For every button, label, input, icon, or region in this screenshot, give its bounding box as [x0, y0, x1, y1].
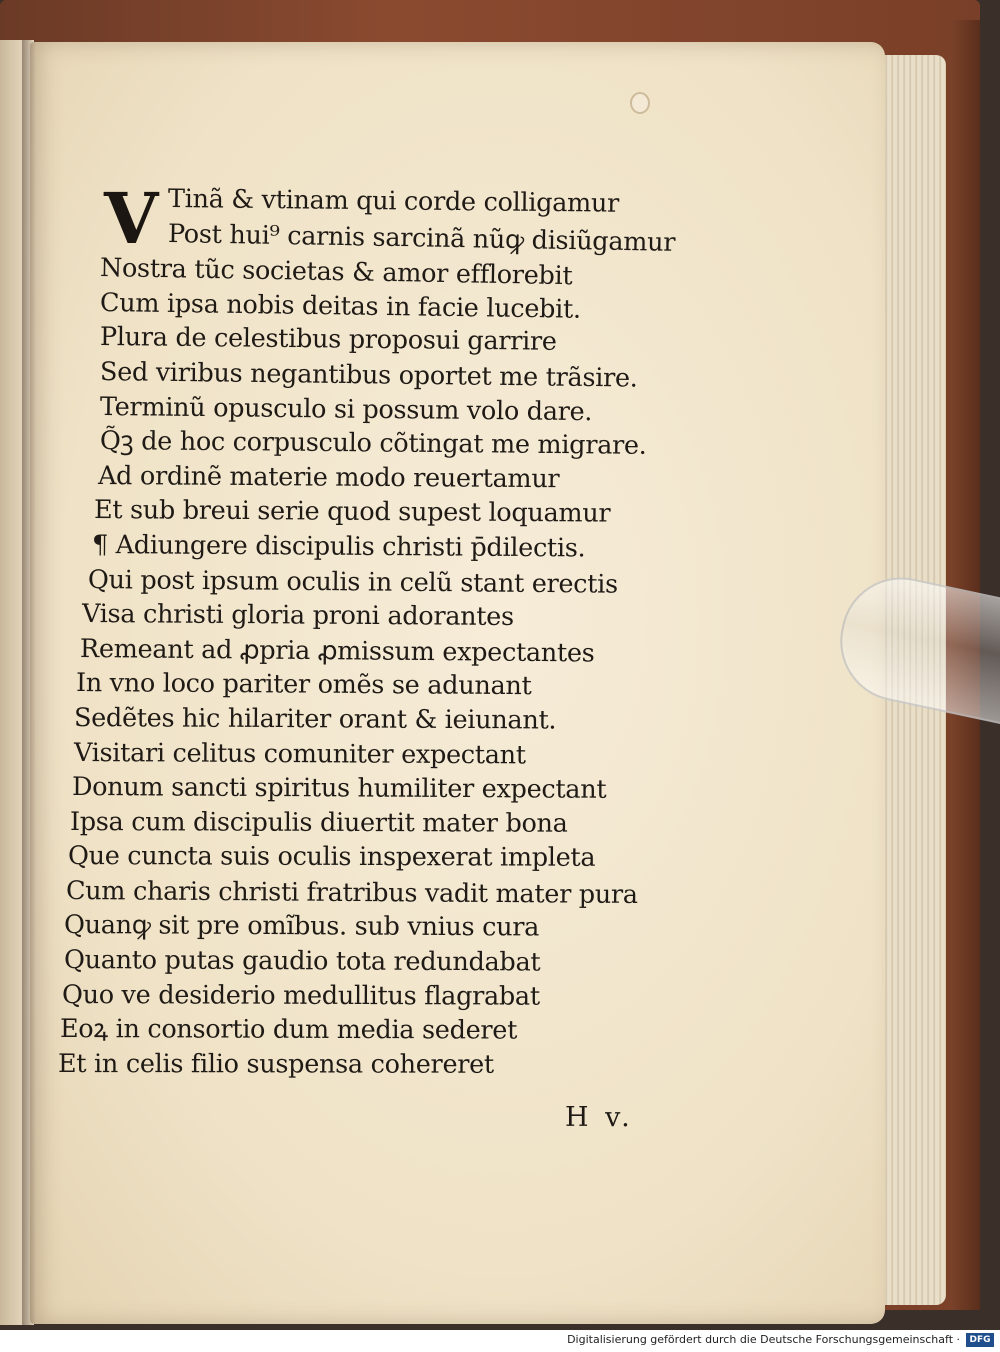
text-line: Donum sancti spiritus humiliter expectant [71, 772, 607, 805]
text-line: Et sub breui serie quod supest loquamur [93, 495, 611, 529]
text-line: Et in celis filio suspensa cohereret [57, 1048, 494, 1080]
gutter-shadow [22, 40, 36, 1325]
text-line: Qui post ipsum oculis in celũ stant erectis [87, 564, 618, 600]
text-line: Terminũ opusculo si possum volo dare. [99, 391, 593, 427]
dfg-logo-icon: DFG [966, 1333, 994, 1347]
printed-text-block [57, 177, 758, 1081]
text-line: Post hui⁹ carnis sarcinã nũꝙ disiũgamur [167, 218, 676, 258]
text-line: Eoꝝ in consortio dum media sederet [59, 1014, 518, 1046]
text-line: Quanto putas gaudio tota redundabat [63, 945, 541, 978]
signature-mark: H v. [565, 1102, 634, 1133]
text-line: ¶ Adiungere discipulis christi p̄dilectis. [91, 529, 586, 564]
decorated-initial: V [104, 177, 159, 260]
text-line: Remeant ad ꝓpria ꝓmissum expectantes [79, 633, 595, 669]
text-line: Visa christi gloria proni adorantes [81, 599, 514, 633]
text-line: Visitari celitus comuniter expectant [73, 737, 526, 770]
text-line: Cum charis christi fratribus vadit mater pura [65, 875, 638, 910]
text-line: Q̃ꝫ de hoc corpusculo cõtingat me migrare. [99, 426, 647, 461]
page-hole [630, 92, 650, 114]
text-line: Quo ve desiderio medullitus flagrabat [61, 979, 540, 1012]
text-line: Sed viribus negantibus oportet me trãsire. [99, 356, 638, 394]
text-line: Sedẽtes hic hilariter orant & ieiunant. [73, 702, 557, 736]
text-line: Que cuncta suis oculis inspexerat impleta [67, 841, 596, 874]
text-line: Tinã & vtinam qui corde colligamur [167, 184, 620, 219]
text-line: Quanꝙ sit pre omĩbus. sub vnius cura [63, 910, 540, 943]
text-line: Ad ordinẽ materie modo reuertamur [97, 460, 560, 494]
text-line: In vno loco pariter omẽs se adunant [75, 668, 532, 702]
text-line: Nostra tũc societas & amor efflorebit [99, 253, 573, 292]
text-line: Ipsa cum discipulis diuertit mater bona [69, 806, 568, 839]
text-line: Cum ipsa nobis deitas in facie lucebit. [99, 287, 581, 325]
dfg-credit: Digitalisierung gefördert durch die Deutsche Forschungsgemeinschaft · [567, 1333, 960, 1346]
text-line: Plura de celestibus proposui garrire [99, 322, 557, 358]
